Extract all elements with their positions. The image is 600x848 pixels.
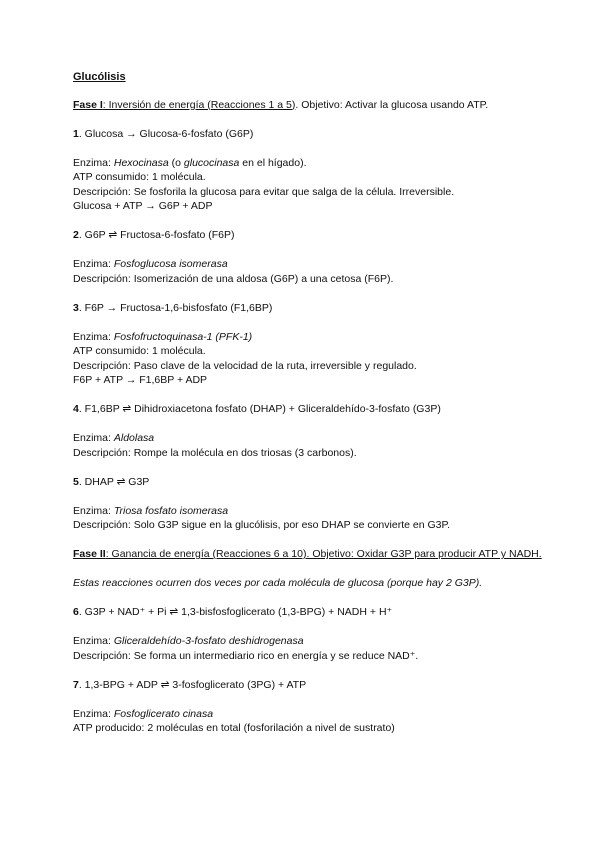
phase2-heading: : Ganancia de energía (Reacciones 6 a 10). Objetivo: Oxidar G3P para producir ATP y NADH. [105,548,542,560]
reaction-3-equation: 3. F6P → Fructosa-1,6-bisfosfato (F1,6BP) [73,301,273,314]
phase2-header [73,547,543,562]
reaction-2-equation: 2. G6P ⇌ Fructosa-6-fosfato (F6P) [73,229,235,241]
phase2-note: Estas reacciones ocurren dos veces por cada molécula de glucosa (porque hay 2 G3P). [73,577,483,589]
reaction-7-equation: 7. 1,3-BPG + ADP ⇌ 3-fosfoglicerato (3PG) + ATP [73,678,307,691]
reaction-1-equation: 1. Glucosa → Glucosa-6-fosfato (G6P) [73,127,254,140]
reaction-6-equation: 6. G3P + NAD⁺ + Pi ⇌ 1,3-bisfosfoglicerato (1,3-BPG) + NADH + H⁺ [73,606,393,618]
reaction-4-equation: 4. F1,6BP ⇌ Dihidroxiacetona fosfato (DHAP) + Gliceraldehído-3-fosfato (G3P) [73,403,441,415]
reaction-1-description: Descripción: Se fosforila la glucosa para evitar que salga de la célula. Irreversible. [73,185,455,198]
reaction-2-enzyme: Enzima: Fosfoglucosa isomerasa [73,258,228,270]
reaction-6-description: Descripción: Se forma un intermediario rico en energía y se reduce NAD⁺. [73,649,419,662]
reaction-2-description: Descripción: Isomerización de una aldosa (G6P) a una cetosa (F6P). [73,272,394,285]
reaction-5-enzyme: Enzima: Triosa fosfato isomerasa [73,504,229,517]
reaction-1-net: Glucosa + ATP → G6P + ADP [73,200,213,212]
reaction-1-atp: ATP consumido: 1 molécula. [73,171,206,183]
reaction-6-enzyme: Enzima: Gliceraldehído-3-fosfato deshidrogenasa [73,635,304,647]
document-title: Glucólisis [73,71,126,83]
reaction-5-description: Descripción: Solo G3P sigue en la glucólisis, por eso DHAP se convierte en G3P. [73,519,451,531]
reaction-3-atp: ATP consumido: 1 molécula. [73,345,206,357]
reaction-7-enzyme: Enzima: Fosfoglicerato cinasa [73,707,214,720]
reaction-4-enzyme: Enzima: Aldolasa [73,432,155,444]
phase1-heading: : Inversión de energía (Reacciones 1 a 5) [102,98,296,111]
reaction-4-description: Descripción: Rompe la molécula en dos triosas (3 carbonos). [73,446,357,459]
reaction-5-equation: 5. DHAP ⇌ G3P [73,475,150,488]
phase1-objective: . Objetivo: Activar la glucosa usando ATP. [295,98,489,111]
reaction-1-enzyme: Enzima: Hexocinasa (o glucocinasa en el hígado). [73,156,307,169]
reaction-3-enzyme: Enzima: Fosfofructoquinasa-1 (PFK-1) [73,330,253,343]
phase2-label: Fase II [73,548,106,560]
reaction-7-atp: ATP producido: 2 moléculas en total (fosforilación a nivel de sustrato) [73,722,395,734]
phase1-label: Fase I [73,98,103,111]
phase1-header [73,98,543,113]
reaction-3-net: F6P + ATP → F1,6BP + ADP [73,374,208,386]
reaction-3-description: Descripción: Paso clave de la velocidad de la ruta, irreversible y regulado. [73,359,417,372]
document-body [73,70,543,736]
